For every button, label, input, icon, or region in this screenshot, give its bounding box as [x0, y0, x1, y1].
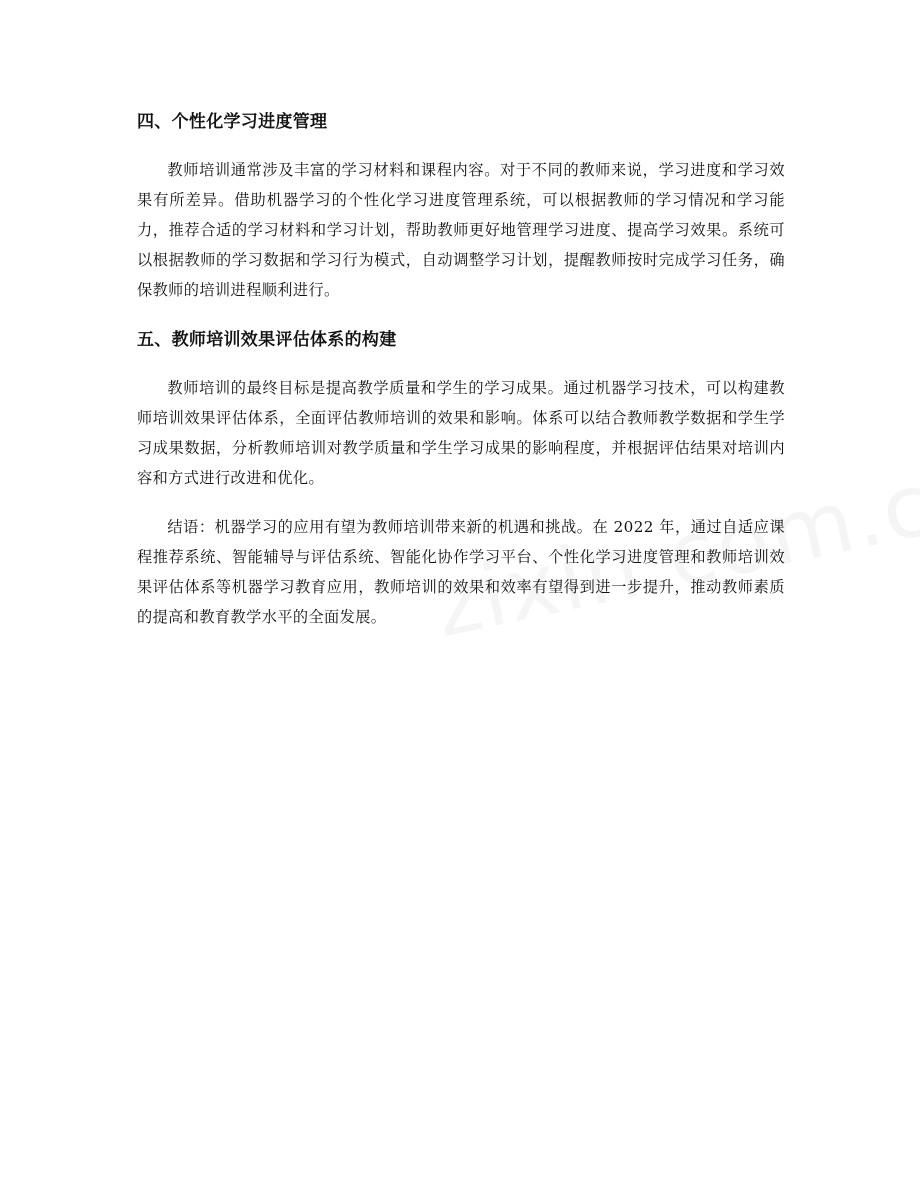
section-heading-5: 五、教师培训效果评估体系的构建: [137, 330, 397, 350]
section-paragraph-4: 教师培训通常涉及丰富的学习材料和课程内容。对于不同的教师来说，学习进度和学习效果有所差异。借助机器学习的个性化学习进度管理系统，可以根据教师的学习情况和学习能力，推荐合适的学习材料和学习计划，帮助教师更好地管理学习进度、提高学习效果。系统可以根据教师的学习数据和学习行为模式，自动调整学习计划，提醒教师按时完成学习任务，确保教师的培训进程顺利进行。: [137, 161, 785, 299]
section-heading-4: 四、个性化学习进度管理: [137, 112, 328, 132]
section-paragraph-5: 教师培训的最终目标是提高教学质量和学生的学习成果。通过机器学习技术，可以构建教师培训效果评估体系，全面评估教师培训的效果和影响。体系可以结合教师教学数据和学生学习成果数据，分析教师培训对教学质量和学生学习成果的影响程度，并根据评估结果对培训内容和方式进行改进和优化。: [137, 379, 785, 487]
document-body: [137, 108, 785, 632]
conclusion-paragraph: 结语：机器学习的应用有望为教师培训带来新的机遇和挑战。在 2022 年，通过自适应课程推荐系统、智能辅导与评估系统、智能化协作学习平台、个性化学习进度管理和教师培训效果评估体系等机器学习教育应用，教师培训的效果和效率有望得到进一步提升，推动教师素质的提高和教育教学水平的全面发展。: [137, 518, 785, 626]
